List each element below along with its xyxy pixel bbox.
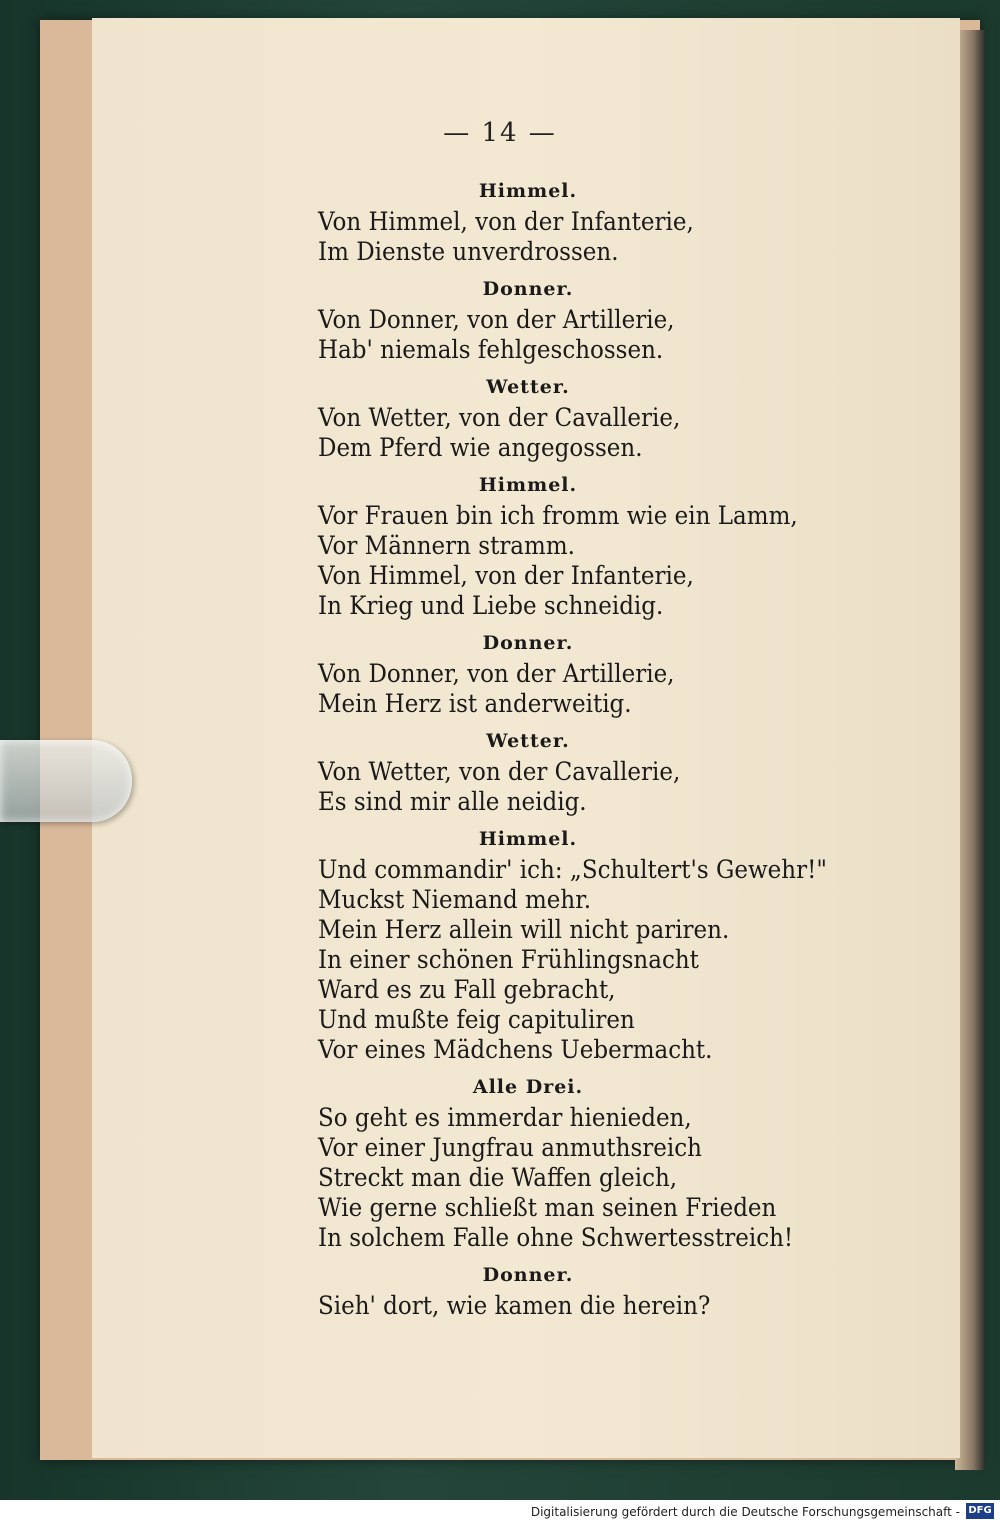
- speaker-name: Wetter.: [486, 376, 570, 398]
- verse-line: In Krieg und Liebe schneidig.: [318, 591, 664, 620]
- section-0: [318, 175, 878, 267]
- section-7: [318, 1071, 878, 1253]
- speaker-name: Himmel.: [478, 828, 578, 850]
- dfg-logo: DFG: [966, 1503, 994, 1519]
- verse-line: Hab' niemals fehlgeschossen.: [318, 335, 664, 364]
- section-6: [318, 823, 878, 1065]
- verse-line: Von Wetter, von der Cavallerie,: [318, 403, 681, 432]
- speaker-name: Donner.: [482, 278, 574, 300]
- verse-line: Und commandir' ich: „Schultert's Gewehr!": [318, 855, 827, 884]
- verse-line: Muckst Niemand mehr.: [318, 885, 592, 914]
- verse-line: Streckt man die Waffen gleich,: [318, 1163, 678, 1192]
- speaker-name: Himmel.: [478, 474, 578, 496]
- verse-line: Im Dienste unverdrossen.: [318, 237, 619, 266]
- verse-line: Sieh' dort, wie kamen die herein?: [318, 1291, 711, 1320]
- speaker-name: Himmel.: [478, 180, 578, 202]
- section-4: [318, 627, 878, 719]
- verse-line: Von Donner, von der Artillerie,: [318, 305, 675, 334]
- speaker-name: Wetter.: [486, 730, 570, 752]
- section-2: [318, 371, 878, 463]
- verse-line: Vor eines Mädchens Uebermacht.: [318, 1035, 713, 1064]
- verse-line: Vor Männern stramm.: [318, 531, 575, 560]
- speaker-name: Donner.: [482, 1264, 574, 1286]
- verse-line: So geht es immerdar hienieden,: [318, 1103, 692, 1132]
- verse-line: Vor einer Jungfrau anmuthsreich: [318, 1133, 702, 1162]
- section-1: [318, 273, 878, 365]
- speaker-name: Donner.: [482, 632, 574, 654]
- footer: [0, 1500, 1000, 1524]
- section-8: [318, 1259, 878, 1321]
- verse-line: Von Himmel, von der Infanterie,: [318, 561, 694, 590]
- poem-text: [318, 175, 878, 1327]
- footer-text: Digitalisierung gefördert durch die Deutsche Forschungsgemeinschaft -: [530, 1505, 960, 1519]
- verse-line: Von Donner, von der Artillerie,: [318, 659, 675, 688]
- verse-line: Von Wetter, von der Cavallerie,: [318, 757, 681, 786]
- speaker-name: Alle Drei.: [472, 1076, 584, 1098]
- verse-line: In einer schönen Frühlingsnacht: [318, 945, 699, 974]
- verse-line: Und mußte feig capituliren: [318, 1005, 635, 1034]
- verse-line: Ward es zu Fall gebracht,: [318, 975, 616, 1004]
- verse-line: In solchem Falle ohne Schwertesstreich!: [318, 1223, 794, 1252]
- page-clip: [0, 740, 132, 822]
- section-3: [318, 469, 878, 621]
- verse-line: Dem Pferd wie angegossen.: [318, 433, 643, 462]
- page-number: — 14 —: [443, 118, 557, 148]
- verse-line: Mein Herz allein will nicht pariren.: [318, 915, 730, 944]
- verse-line: Mein Herz ist anderweitig.: [318, 689, 632, 718]
- section-5: [318, 725, 878, 817]
- verse-line: Vor Frauen bin ich fromm wie ein Lamm,: [318, 501, 798, 530]
- verse-line: Wie gerne schließt man seinen Frieden: [318, 1193, 777, 1222]
- verse-line: Es sind mir alle neidig.: [318, 787, 587, 816]
- verse-line: Von Himmel, von der Infanterie,: [318, 207, 694, 236]
